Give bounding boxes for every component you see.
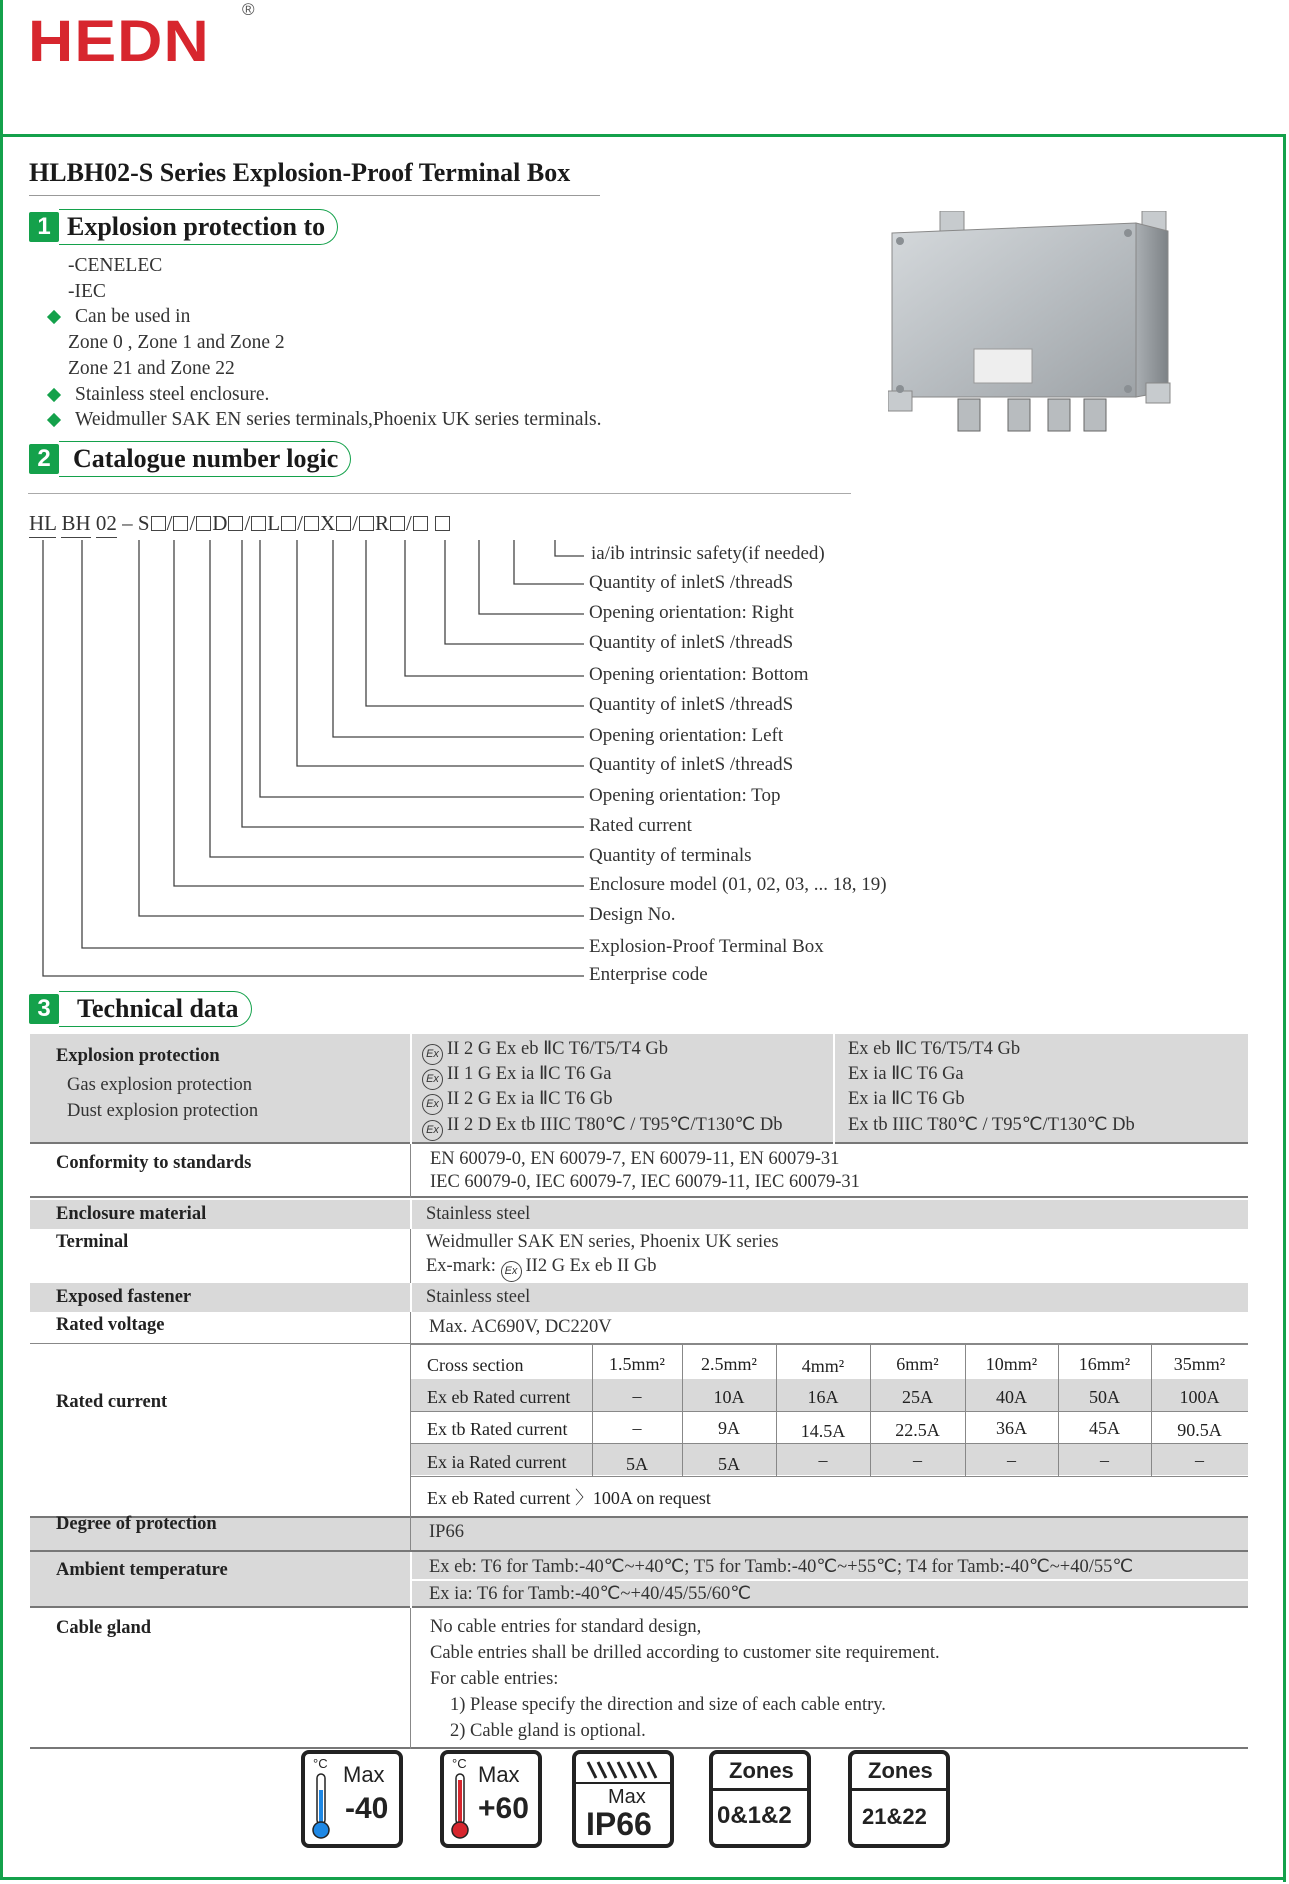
legend-item: Rated current [589,815,692,836]
code-r: R [374,511,389,535]
row-value: Cable entries shall be drilled according to customer site requirement. [430,1643,940,1663]
gas-zones-badge [709,1750,811,1848]
row-value: IP66 [429,1522,464,1542]
max-label: Max [343,1762,385,1787]
code-bh: BH [61,511,90,538]
section-number: 3 [29,994,59,1024]
bullet-terminals: Weidmuller SAK EN series terminals,Phoenix UK series terminals. [68,407,601,433]
ex-mark-line: Ex II 2 G Ex ia ⅡC T6 Gb [422,1088,612,1115]
legend-item: Opening orientation: Left [589,725,784,746]
cross-section-header: 16mm² [1078,1354,1131,1374]
iec-marking: Ex eb ⅡC T6/T5/T4 Gb [848,1039,1021,1059]
thermometer-hot-icon [450,1772,470,1840]
zones-label: Zones [729,1758,794,1783]
code-s: S [137,511,150,535]
legend-item: Opening orientation: Right [589,602,794,623]
row-fastener [30,1283,1248,1312]
iec-marking: Ex ia ⅡC T6 Gb [848,1089,965,1109]
current-cell: – [1195,1450,1204,1470]
current-row-label: Ex tb Rated current [427,1419,568,1439]
ex-mark-line: Ex II 2 D Ex tb IIIC T80℃ / T95℃/T130℃ Db [422,1114,783,1141]
section-title: Explosion protection to [59,209,338,245]
celsius-unit: °C [313,1756,328,1771]
legend-item: Quantity of terminals [589,845,752,866]
row-value: Ex-mark: Ex II2 G Ex eb II Gb [426,1256,657,1282]
row-value: Stainless steel [426,1287,531,1307]
ex-mark-icon: Ex [422,1120,443,1141]
legend-item: Opening orientation: Bottom [589,664,809,685]
current-cell: 100A [1179,1387,1220,1407]
row-label: Cable gland [56,1618,152,1638]
row-value: Ex eb: T6 for Tamb:-40℃~+40℃; T5 for Tamb:-40℃~+55℃; T4 for Tamb:-40℃~+40/55℃ [429,1557,1134,1577]
max-label: Max [478,1762,520,1787]
current-cell: 10A [713,1387,745,1407]
current-cell: 14.5A [800,1421,846,1441]
legend-item: Quantity of inletS /threadS [589,754,794,775]
row-sublabel: Gas explosion protection [67,1075,252,1095]
row-enclosure [30,1200,1248,1229]
row-label: Exposed fastener [56,1287,192,1307]
ip-rating-badge [572,1750,674,1848]
current-row-label: Ex eb Rated current [427,1387,571,1407]
row-value: 2) Cable gland is optional. [450,1721,646,1741]
row-label: Enclosure material [56,1204,207,1224]
ex-mark-line: Ex II 2 G Ex eb ⅡC T6/T5/T4 Gb [422,1038,668,1065]
iec-marking: Ex tb IIIC T80℃ / T95℃/T130℃ Db [848,1115,1135,1135]
ex-mark-icon: Ex [501,1261,522,1282]
legend-item: Explosion-Proof Terminal Box [589,936,824,957]
code-x: X [319,511,336,535]
current-cell: – [632,1386,642,1406]
row-ambient [30,1550,1248,1608]
current-cell: 5A [626,1454,648,1474]
thermometer-cold-icon [311,1772,331,1840]
cross-section-header: 35mm² [1173,1354,1226,1374]
current-cell: – [1100,1450,1109,1470]
max-label: Max [608,1786,646,1808]
section-number: 1 [29,212,59,242]
row-label: Rated voltage [56,1315,165,1335]
registered-mark: ® [242,0,255,19]
row-value: 1) Please specify the direction and size of each cable entry. [450,1695,886,1715]
row-label: Ambient temperature [56,1560,228,1580]
current-cell: 50A [1089,1387,1120,1407]
row-label: Degree of protection [56,1514,217,1534]
ex-mark-icon: Ex [422,1069,443,1090]
row-sublabel: Dust explosion protection [67,1101,259,1121]
row-label: Explosion protection [56,1046,220,1066]
row-terminal [30,1229,1248,1283]
current-cell: 45A [1089,1418,1120,1438]
legend-item: Enterprise code [589,964,708,985]
current-cell: 16A [807,1387,839,1407]
row-value: Stainless steel [426,1204,531,1224]
ex-mark-icon: Ex [422,1044,443,1065]
current-cell: – [818,1450,828,1470]
zones-value: 21&22 [862,1804,927,1829]
row-label: Terminal [56,1232,129,1252]
code-l: L [267,511,281,535]
water-spray-icon [586,1758,662,1782]
cross-section-header: 2.5mm² [701,1354,757,1374]
max-temp-value: +60 [478,1792,529,1825]
section-title: Catalogue number logic [59,441,351,477]
brand-logo: HEDN [28,9,210,74]
current-cell: 5A [718,1454,740,1474]
row-value: IEC 60079-0, IEC 60079-7, IEC 60079-11, IEC 60079-31 [430,1172,860,1192]
current-cell: 36A [996,1418,1027,1438]
page-title: HLBH02-S Series Explosion-Proof Terminal Box [29,158,571,187]
legend-item: Quantity of inletS /threadS [589,694,794,715]
current-cell: – [913,1450,922,1470]
iec-marking: Ex ia ⅡC T6 Ga [848,1064,964,1084]
zones-dust-line: Zone 21 and Zone 22 [68,357,235,379]
row-label: Conformity to standards [56,1153,252,1173]
standard-iec: -IEC [68,280,106,302]
dust-zones-badge [848,1750,950,1848]
current-row-label: Ex ia Rated current [427,1452,567,1472]
zones-value: 0&1&2 [717,1802,792,1829]
row-value: EN 60079-0, EN 60079-7, EN 60079-11, EN 60079-31 [430,1149,840,1169]
min-temp-badge [301,1750,403,1848]
row-value: Ex ia: T6 for Tamb:-40℃~+40/45/55/60℃ [429,1584,752,1604]
celsius-unit: °C [452,1756,467,1771]
cross-section-header: 6mm² [896,1354,939,1374]
row-value: Max. AC690V, DC220V [429,1317,612,1337]
current-cell: 22.5A [895,1420,940,1440]
legend-item: Quantity of inletS /threadS [589,572,794,593]
legend-item: Enclosure model (01, 02, 03, ... 18, 19) [589,874,887,895]
current-note: Ex eb Rated current 〉100A on request [427,1488,711,1508]
current-cell: 9A [718,1418,740,1438]
current-cell: – [632,1418,642,1438]
cross-section-header: 1.5mm² [609,1354,665,1374]
current-cell: 25A [902,1387,933,1407]
row-voltage [30,1312,1248,1344]
section-number: 2 [29,444,59,474]
current-cell: – [1007,1450,1016,1470]
code-d: D [212,511,228,535]
ip-value: IP66 [586,1806,652,1842]
current-cell: 90.5A [1177,1420,1222,1440]
zones-label: Zones [868,1758,933,1783]
legend-item: Quantity of inletS /threadS [589,632,794,653]
min-temp-value: -40 [345,1792,389,1825]
legend-item: Design No. [589,904,676,925]
row-conformity [30,1144,1248,1198]
cross-section-header: 4mm² [801,1356,845,1376]
ex-mark-line: Ex II 1 G Ex ia ⅡC T6 Ga [422,1063,611,1090]
row-cable-gland [30,1608,1248,1749]
row-value: Weidmuller SAK EN series, Phoenix UK series [426,1232,779,1252]
section-3-header [29,991,252,1027]
zones-gas-line: Zone 0 , Zone 1 and Zone 2 [68,332,285,354]
catalogue-code: HL BH 02 – S / / D / L / X / R / [29,511,451,536]
row-value: For cable entries: [430,1669,559,1689]
max-temp-badge [440,1750,542,1848]
bullet-usage: Can be used in [68,304,601,330]
code-hl: HL [29,511,56,538]
legend-item: Opening orientation: Top [589,785,781,806]
current-cell: 40A [996,1387,1027,1407]
row-label: Rated current [56,1392,168,1412]
section-title: Technical data [59,991,252,1027]
row-value: No cable entries for standard design, [430,1617,702,1637]
cross-section-header: 10mm² [985,1354,1038,1374]
current-header-label: Cross section [427,1355,524,1375]
row-explosion-protection [30,1034,1248,1144]
code-02: 02 [96,511,117,538]
bullet-enclosure: Stainless steel enclosure. [68,382,601,408]
ex-mark-icon: Ex [422,1094,443,1115]
legend-item: ia/ib intrinsic safety(if needed) [591,543,825,564]
standard-cenelec: -CENELEC [68,255,163,276]
